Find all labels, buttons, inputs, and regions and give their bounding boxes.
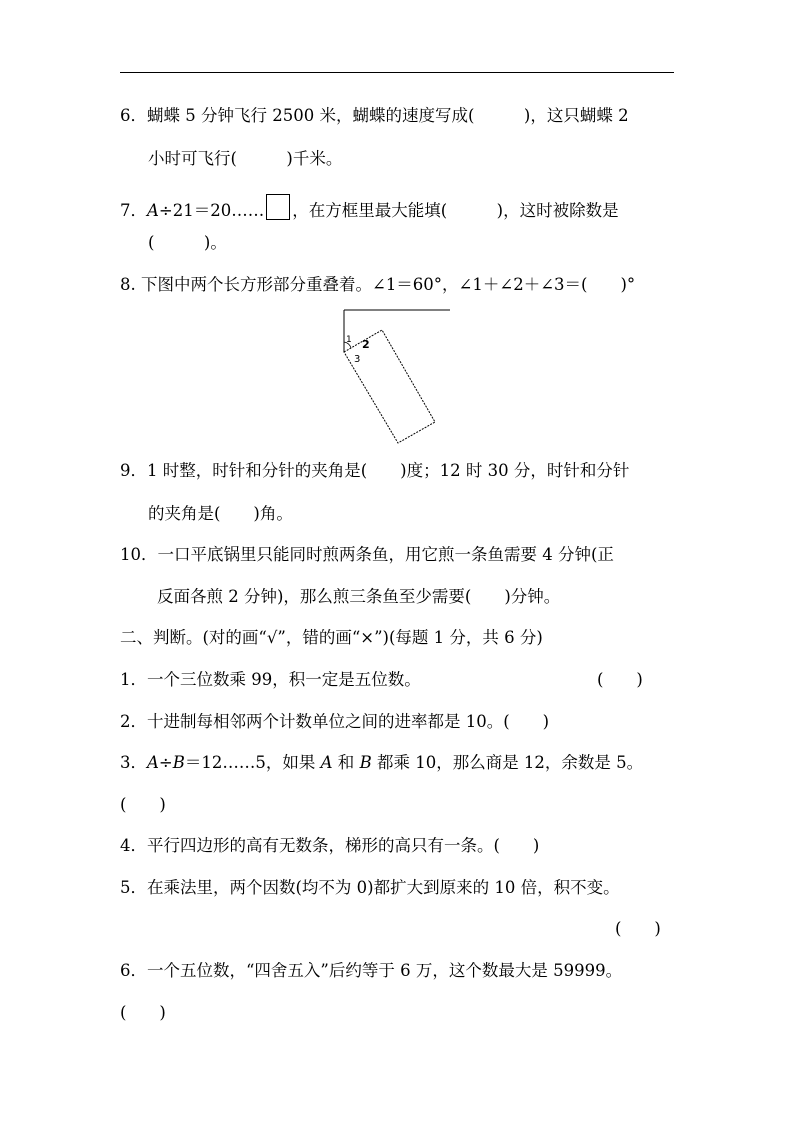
q7-line1 [120, 194, 619, 222]
angle-label-2: 2 [362, 338, 370, 351]
q7-suffix: ，在方框里最大能填( )，这时被除数是 [292, 201, 619, 220]
j2-text: 2．十进制每相邻两个计数单位之间的进率都是 10。( ) [120, 712, 550, 731]
section2-heading: 二、判断。(对的画“√”，错的画“×”)(每题 1 分，共 6 分) [120, 628, 543, 647]
j3-rest: 都乘 10，那么商是 12，余数是 5。 [371, 753, 644, 772]
j3-div: ÷ [158, 753, 173, 772]
j3-bracket: ( ) [120, 795, 166, 814]
q7-line2: ( )。 [148, 233, 227, 252]
angle-label-1: 1 [346, 335, 352, 345]
j3-var-b: B [172, 753, 185, 772]
overlapping-rectangles-figure [330, 300, 460, 450]
q7-number: 7． [120, 201, 147, 220]
q7-var-a: A [147, 201, 159, 220]
q9-line2: 的夹角是( )角。 [148, 504, 293, 523]
j4-text: 4．平行四边形的高有无数条，梯形的高只有一条。( ) [120, 836, 540, 855]
j3-mid: ＝12……5，如果 [184, 753, 321, 772]
angle-label-3: 3 [354, 354, 361, 365]
q7-prefix: ÷21＝20…… [158, 201, 265, 220]
rect2-outline [344, 330, 435, 443]
j1-text: 1．一个三位数乘 99，积一定是五位数。 [120, 670, 421, 689]
q9-line1: 9．1 时整，时针和分针的夹角是( )度；12 时 30 分，时针和分针 [120, 461, 630, 480]
top-rule [120, 72, 674, 73]
j3-num: 3． [120, 753, 147, 772]
q10-line2: 反面各煎 2 分钟)，那么煎三条鱼至少需要( )分钟。 [157, 587, 561, 606]
j5-text: 5．在乘法里，两个因数(均不为 0)都扩大到原来的 10 倍，积不变。 [120, 878, 620, 897]
j3-var-a2: A [320, 753, 333, 772]
answer-box [266, 194, 290, 220]
j6-bracket: ( ) [120, 1003, 166, 1022]
q10-line1: 10．一口平底锅里只能同时煎两条鱼，用它煎一条鱼需要 4 分钟(正 [120, 545, 614, 564]
j3-var-b2: B [359, 753, 372, 772]
j3-var-a: A [147, 753, 159, 772]
q8-line1: 8. 下图中两个长方形部分重叠着。∠1＝60°，∠1＋∠2＋∠3＝( )° [120, 275, 636, 294]
q6-line2: 小时可飞行( )千米。 [148, 149, 343, 168]
j1-bracket: ( ) [597, 670, 643, 689]
j6-text: 6．一个五位数，“四舍五入”后约等于 6 万，这个数最大是 59999。 [120, 961, 623, 980]
j3-and: 和 [332, 753, 360, 772]
q6-line1: 6．蝴蝶 5 分钟飞行 2500 米，蝴蝶的速度写成( )，这只蝴蝶 2 [120, 106, 629, 125]
j3-text [120, 752, 643, 774]
j5-bracket: ( ) [615, 919, 661, 938]
